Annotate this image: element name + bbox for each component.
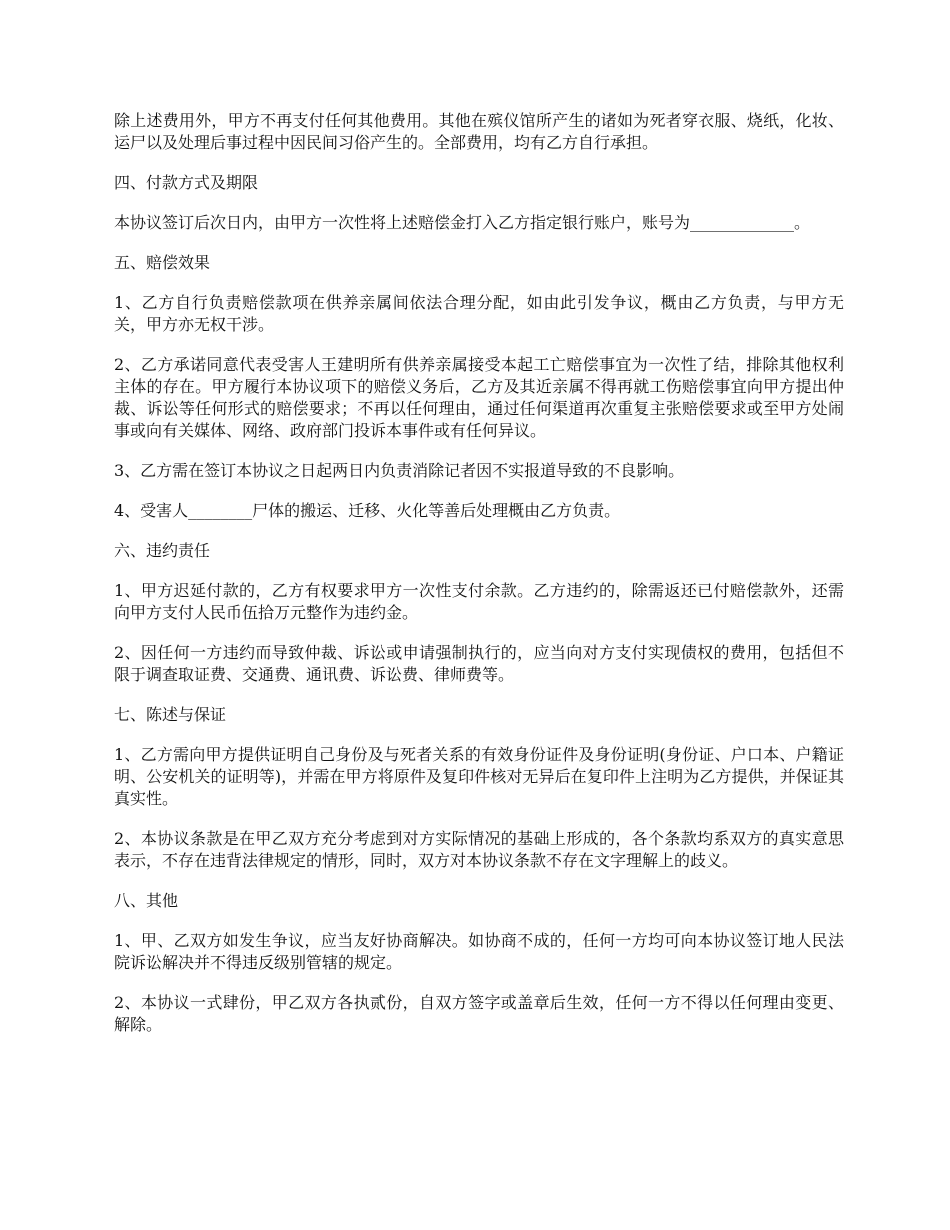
paragraph-payment-terms: 本协议签订后次日内，由甲方一次性将上述赔偿金打入乙方指定银行账户，账号为_____________。: [114, 213, 811, 232]
paragraph-effect-4: 4、受害人________尸体的搬运、迁移、火化等善后处理概由乙方负责。: [114, 501, 621, 520]
document-body: [114, 110, 844, 1054]
paragraph-other-1: 1、甲、乙双方如发生争议，应当友好协商解决。如协商不成的，任何一方均可向本协议签订地人民法院诉讼解决并不得违反级别管辖的规定。: [114, 931, 844, 972]
paragraph-expenses: 除上述费用外，甲方不再支付任何其他费用。其他在殡仪馆所产生的诸如为死者穿衣服、烧纸，化妆、运尸以及处理后事过程中因民间习俗产生的。全部费用，均有乙方自行承担。: [114, 111, 844, 152]
paragraph-representations-2: 2、本协议条款是在甲乙双方充分考虑到对方实际情况的基础上形成的，各个条款均系双方的真实意思表示，不存在违背法律规定的情形，同时，双方对本协议条款不存在文字理解上的歧义。: [114, 829, 844, 870]
paragraph-effect-3: 3、乙方需在签订本协议之日起两日内负责消除记者因不实报道导致的不良影响。: [114, 461, 685, 480]
paragraph-representations-1: 1、乙方需向甲方提供证明自己身份及与死者关系的有效身份证件及身份证明(身份证、户口本、户籍证明、公安机关的证明等)，并需在甲方将原件及复印件核对无异后在复印件上注明为乙方提供，并保证其真实性。: [114, 745, 844, 808]
paragraph-effect-2: 2、乙方承诺同意代表受害人王建明所有供养亲属接受本起工亡赔偿事宜为一次性了结，排除其他权利主体的存在。甲方履行本协议项下的赔偿义务后，乙方及其近亲属不得再就工伤赔偿事宜向甲方提出仲裁、诉讼等任何形式的赔偿要求；不再以任何理由，通过任何渠道再次重复主张赔偿要求或至甲方处闹事或向有关媒体、网络、政府部门投诉本事件或有任何异议。: [114, 355, 844, 440]
section-heading-compensation-effect: 五、赔偿效果: [114, 253, 211, 272]
paragraph-effect-1: 1、乙方自行负责赔偿款项在供养亲属间依法合理分配，如由此引发争议，概由乙方负责，与甲方无关，甲方亦无权干涉。: [114, 293, 844, 334]
paragraph-breach-2: 2、因任何一方违约而导致仲裁、诉讼或申请强制执行的，应当向对方支付实现债权的费用，包括但不限于调查取证费、交通费、通讯费、诉讼费、律师费等。: [114, 643, 844, 684]
paragraph-breach-1: 1、甲方迟延付款的，乙方有权要求甲方一次性支付余款。乙方违约的，除需返还已付赔偿款外，还需向甲方支付人民币伍拾万元整作为违约金。: [114, 581, 844, 622]
section-heading-representations: 七、陈述与保证: [114, 705, 227, 724]
paragraph-other-2: 2、本协议一式肆份，甲乙双方各执贰份，自双方签字或盖章后生效，任何一方不得以任何理由变更、解除。: [114, 993, 844, 1034]
section-heading-payment: 四、付款方式及期限: [114, 173, 259, 192]
section-heading-other: 八、其他: [114, 891, 179, 910]
section-heading-breach: 六、违约责任: [114, 541, 211, 560]
